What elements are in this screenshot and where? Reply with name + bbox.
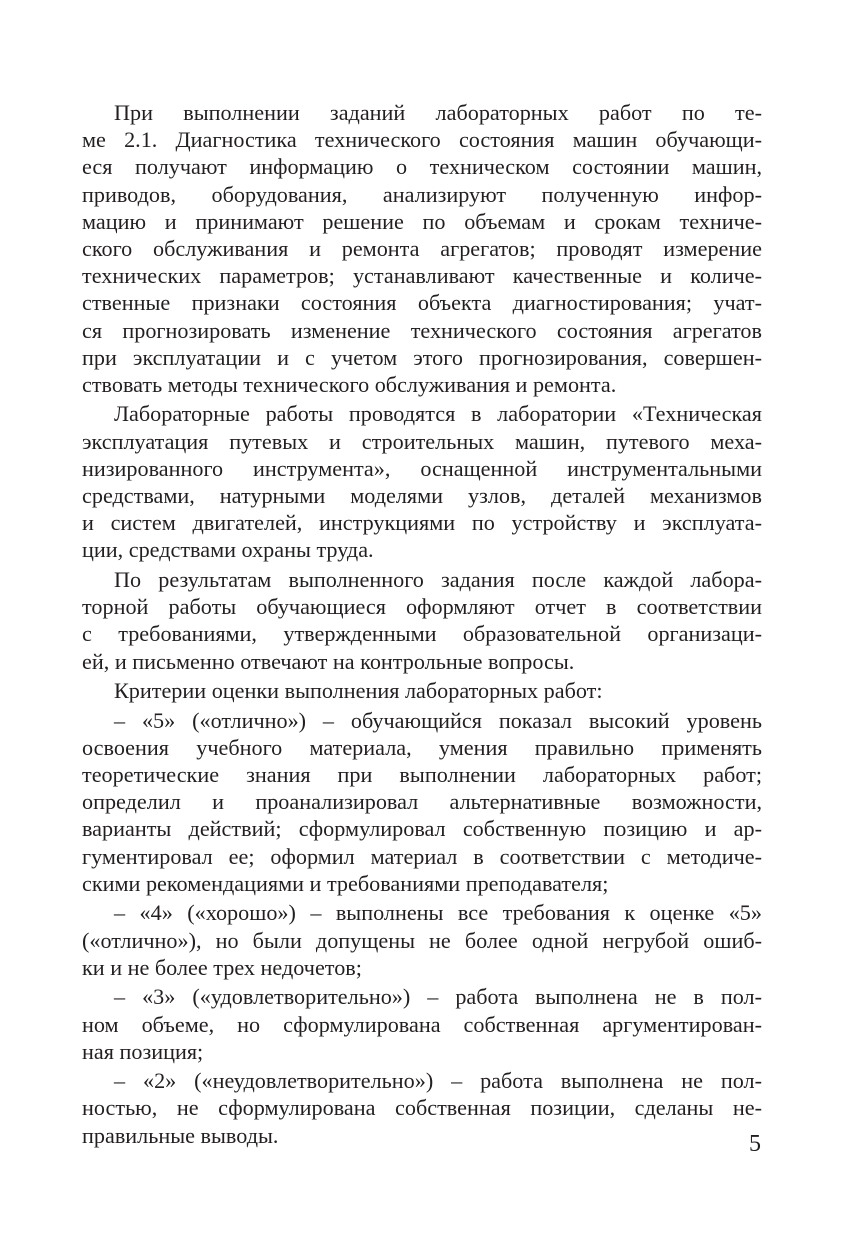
text-line: ном объеме, но сформулирована собственная аргументирован- xyxy=(82,1011,762,1037)
text-line: мацию и принимают решение по объемам и срокам техниче- xyxy=(82,208,762,234)
text-line: технических параметров; устанавливают качественные и количе- xyxy=(82,263,762,289)
text-line: Лабораторные работы проводятся в лаборатории «Техническая xyxy=(114,401,762,427)
text-line: эксплуатация путевых и строительных машин, путевого меха- xyxy=(82,428,762,454)
text-line: ствовать методы технического обслуживания и ремонта. xyxy=(82,371,617,397)
paragraph xyxy=(82,707,762,897)
paragraph xyxy=(82,400,762,563)
text-line: правильные выводы. xyxy=(82,1122,279,1148)
text-line: ки и не более трех недочетов; xyxy=(82,954,362,980)
text-line: Критерии оценки выполнения лабораторных работ: xyxy=(114,678,603,704)
text-line: – «3» («удовлетворительно») – работа выполнена не в пол- xyxy=(114,984,762,1010)
text-line: гументировал ее; оформил материал в соответствии с методиче- xyxy=(82,843,762,869)
text-line: ностью, не сформулирована собственная позиции, сделаны не- xyxy=(82,1095,762,1121)
text-line: приводов, оборудования, анализируют полученную инфор- xyxy=(82,181,762,207)
text-line: еся получают информацию о техническом состоянии машин, xyxy=(82,154,762,180)
text-line: торной работы обучающиеся оформляют отчет в соответствии xyxy=(82,594,762,620)
text-line: ся прогнозировать изменение технического состояния агрегатов xyxy=(82,317,762,343)
text-line: при эксплуатации и с учетом этого прогнозирования, совершен- xyxy=(82,344,762,370)
paragraph xyxy=(82,99,762,398)
paragraph xyxy=(82,1067,762,1149)
text-line: – «5» («отлично») – обучающийся показал высокий уровень xyxy=(114,707,762,733)
text-line: низированного инструмента», оснащенной инструментальными xyxy=(82,455,762,481)
text-line: По результатам выполненного задания после каждой лабора- xyxy=(114,566,762,592)
paragraph xyxy=(82,677,762,704)
text-line: ции, средствами охраны труда. xyxy=(82,537,374,563)
text-line: скими рекомендациями и требованиями преподавателя; xyxy=(82,870,609,896)
text-line: варианты действий; сформулировал собственную позицию и ар- xyxy=(82,816,762,842)
page-number: 5 xyxy=(749,1131,761,1157)
text-line: средствами, натурными моделями узлов, деталей механизмов xyxy=(82,483,762,509)
text-line: («отлично»), но были допущены не более одной негрубой ошиб- xyxy=(82,927,762,953)
text-line: ственные признаки состояния объекта диагностирования; учат- xyxy=(82,290,762,316)
text-line: определил и проанализировал альтернативные возможности, xyxy=(82,789,762,815)
text-line: – «2» («неудовлетворительно») – работа выполнена не пол- xyxy=(114,1068,762,1094)
text-line: – «4» («хорошо») – выполнены все требования к оценке «5» xyxy=(114,900,762,926)
text-line: теоретические знания при выполнении лабораторных работ; xyxy=(82,762,762,788)
paragraph xyxy=(82,983,762,1065)
text-line: освоения учебного материала, умения правильно применять xyxy=(82,734,762,760)
body-text xyxy=(82,99,762,1151)
text-line: с требованиями, утвержденными образовательной организаци- xyxy=(82,621,762,647)
text-line: ей, и письменно отвечают на контрольные вопросы. xyxy=(82,648,575,674)
text-line: ского обслуживания и ремонта агрегатов; проводят измерение xyxy=(82,235,762,261)
paragraph xyxy=(82,899,762,981)
text-line: ная позиция; xyxy=(82,1038,204,1064)
text-line: При выполнении заданий лабораторных работ по те- xyxy=(114,100,762,125)
text-line: и систем двигателей, инструкциями по устройству и эксплуата- xyxy=(82,510,762,536)
text-line: ме 2.1. Диагностика технического состояния машин обучающи- xyxy=(82,127,762,153)
paragraph xyxy=(82,566,762,675)
